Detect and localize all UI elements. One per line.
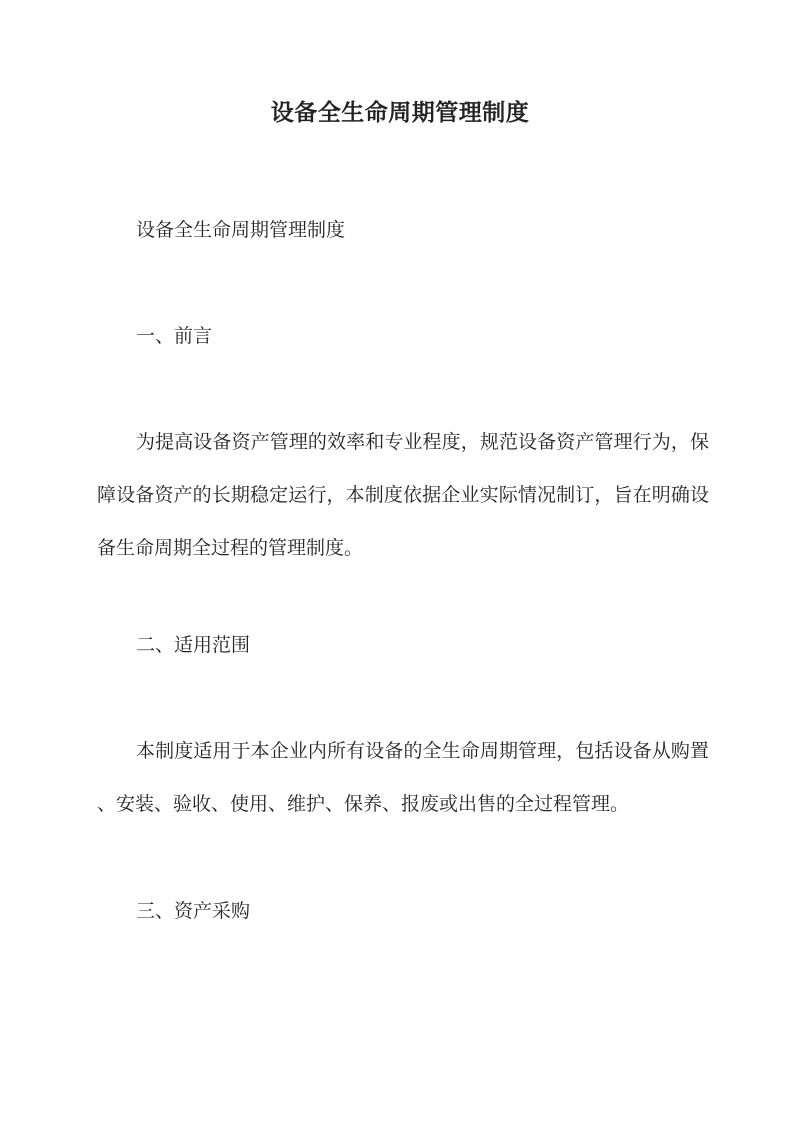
paragraph-line: 、安装、验收、使用、维护、保养、报废或出售的全过程管理。 xyxy=(97,793,630,815)
document-subtitle: 设备全生命周期管理制度 xyxy=(136,219,346,241)
section-heading-procurement: 三、资产采购 xyxy=(136,900,251,922)
section-heading-scope: 二、适用范围 xyxy=(136,634,251,656)
paragraph-line: 障设备资产的长期稳定运行，本制度依据企业实际情况制订，旨在明确设 xyxy=(97,484,709,506)
paragraph-line: 为提高设备资产管理的效率和专业程度，规范设备资产管理行为，保 xyxy=(136,431,709,453)
paragraph-line: 本制度适用于本企业内所有设备的全生命周期管理，包括设备从购置 xyxy=(136,740,709,762)
paragraph-line: 备生命周期全过程的管理制度。 xyxy=(97,537,364,559)
section-heading-preface: 一、前言 xyxy=(136,325,213,347)
document-title: 设备全生命周期管理制度 xyxy=(270,99,530,126)
